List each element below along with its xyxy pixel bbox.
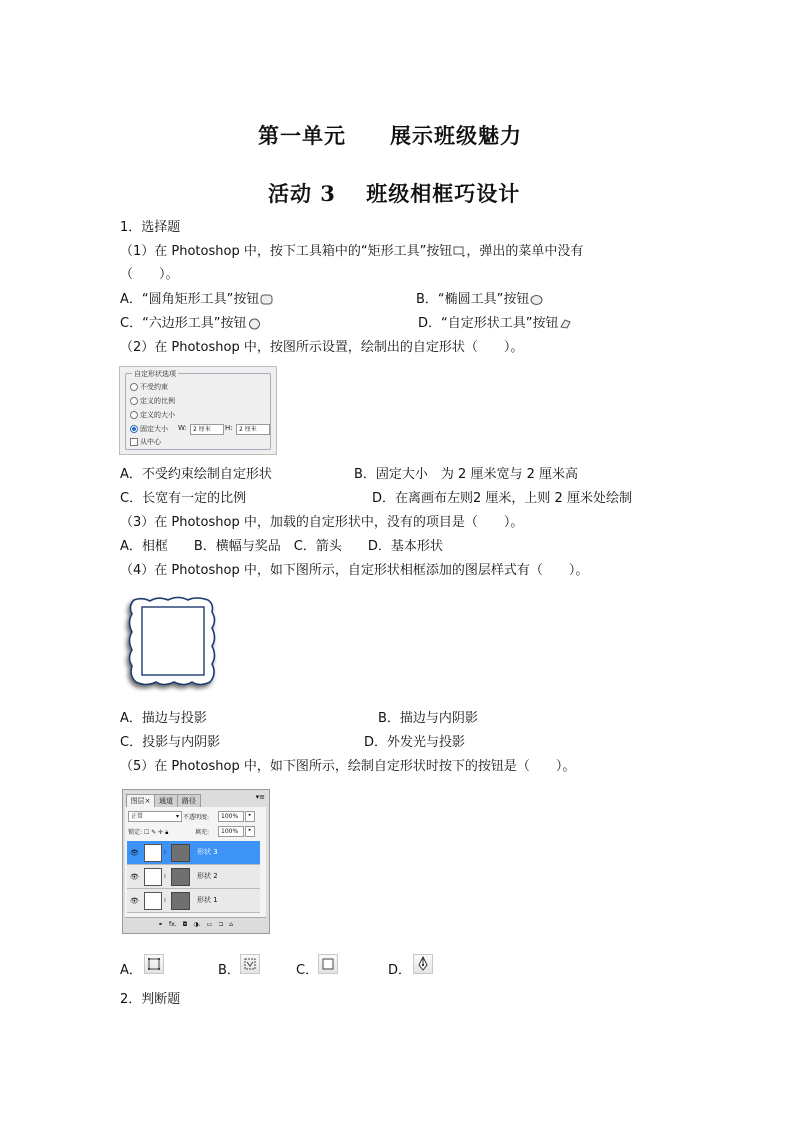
- height-field[interactable]: 2 厘米: [236, 424, 270, 435]
- q4-option-b: B．描边与内阴影: [378, 711, 478, 726]
- shape-layers-button[interactable]: [144, 954, 164, 974]
- layer-thumbnail: [144, 892, 162, 910]
- radio-fixed-size[interactable]: [130, 425, 138, 433]
- vector-mask-thumbnail: [171, 868, 190, 886]
- options-legend: 自定形状选项: [134, 370, 176, 378]
- layer-thumbnail: [144, 868, 162, 886]
- fill-pixels-icon: [319, 955, 337, 973]
- vector-mask-thumbnail: [171, 844, 190, 862]
- pen-tool-icon: [414, 955, 432, 973]
- q5-option-b-label: B．: [218, 963, 240, 978]
- layer-row[interactable]: [127, 841, 260, 865]
- layer-row[interactable]: [127, 889, 260, 913]
- rounded-rectangle-tool-icon: [260, 294, 273, 306]
- option-defined-proportion-label: 定义的比例: [140, 397, 175, 405]
- activity-title: 活动 3 班级相框巧设计: [268, 181, 521, 206]
- q1-stem-blank: （ ）。: [120, 267, 179, 282]
- tab-paths[interactable]: 路径: [177, 794, 201, 807]
- section-heading-choice: 1．选择题: [120, 220, 181, 235]
- q3-stem: （3）在 Photoshop 中，加载的自定形状中，没有的项目是（ ）。: [120, 515, 524, 530]
- q5-option-c-label: C．: [296, 963, 319, 978]
- option-defined-proportion[interactable]: [130, 396, 175, 406]
- option-unconstrained[interactable]: [130, 382, 168, 392]
- fill-label: 填充:: [195, 829, 210, 836]
- q1-option-a: [120, 291, 273, 309]
- q2-option-b: B．固定大小 为 2 厘米宽与 2 厘米高: [354, 467, 578, 482]
- fill-field[interactable]: 100%: [218, 826, 244, 837]
- q1-option-d: [418, 315, 572, 333]
- tab-close-icon[interactable]: ×: [144, 797, 151, 805]
- custom-shape-options-dialog: [119, 366, 277, 455]
- rectangle-tool-icon: [453, 246, 466, 258]
- q4-option-a: A．描边与投影: [120, 711, 207, 726]
- pen-tool-button[interactable]: [413, 954, 433, 974]
- layer-name: 形状 2: [197, 872, 218, 880]
- radio-defined-size[interactable]: [130, 411, 138, 419]
- height-label: H:: [225, 424, 233, 432]
- q4-option-c: C．投影与内阴影: [120, 735, 221, 750]
- option-from-center[interactable]: [130, 437, 161, 447]
- width-field[interactable]: 2 厘米: [190, 424, 224, 435]
- paths-icon: [241, 955, 259, 973]
- radio-unconstrained[interactable]: [130, 383, 138, 391]
- q1-stem-part-a: （1）在 Photoshop 中，按下工具箱中的“矩形工具”按钮: [120, 244, 453, 259]
- eye-icon[interactable]: 👁︎: [130, 897, 139, 905]
- ornate-frame-image: [122, 592, 222, 692]
- tab-layers-label: 图层: [130, 797, 145, 805]
- opacity-label: 不透明度:: [183, 814, 210, 821]
- q3-options: A．相框 B．横幅与奖品 C．箭头 D．基本形状: [120, 539, 443, 554]
- option-from-center-label: 从中心: [140, 438, 161, 446]
- opacity-field[interactable]: 100%: [218, 811, 244, 822]
- layers-panel-body: [125, 807, 266, 931]
- tab-channels[interactable]: 通道: [154, 794, 178, 807]
- q1-option-a-label: A．“圆角矩形工具”按钮: [120, 292, 260, 307]
- lock-icons[interactable]: ☐ ✎ ✛ 🔒︎: [143, 829, 169, 836]
- vector-mask-thumbnail: [171, 892, 190, 910]
- link-icon: ⁞: [164, 897, 166, 904]
- link-icon: ⁞: [164, 849, 166, 856]
- q4-option-d: D．外发光与投影: [364, 735, 466, 750]
- fill-arrow-icon[interactable]: ▸: [245, 826, 255, 837]
- ellipse-tool-icon: [530, 294, 543, 306]
- lock-row: [128, 827, 168, 837]
- option-unconstrained-label: 不受约束: [140, 383, 168, 391]
- q5-stem: （5）在 Photoshop 中，如下图所示，绘制自定形状时按下的按钮是（ ）。: [120, 759, 576, 774]
- option-fixed-size-label: 固定大小: [140, 425, 168, 433]
- checkbox-from-center[interactable]: [130, 438, 138, 446]
- option-fixed-size[interactable]: [130, 424, 168, 434]
- hexagon-tool-icon: [248, 318, 261, 330]
- layers-panel: [122, 789, 270, 934]
- frame-shape-illustration: [122, 592, 222, 692]
- radio-defined-proportion[interactable]: [130, 397, 138, 405]
- layer-name: 形状 3: [197, 848, 218, 856]
- q1-stem: [120, 243, 583, 261]
- q5-option-d-label: D．: [388, 963, 412, 978]
- q1-option-c-label: C．“六边形工具”按钮: [120, 316, 247, 331]
- q2-option-c: C．长宽有一定的比例: [120, 491, 247, 506]
- section-heading-judgement: 2．判断题: [120, 992, 181, 1007]
- option-defined-size-label: 定义的大小: [140, 411, 175, 419]
- shape-layers-icon: [145, 955, 163, 973]
- q4-stem: （4）在 Photoshop 中，如下图所示，自定形状相框添加的图层样式有（ ）。: [120, 563, 589, 578]
- eye-icon[interactable]: 👁︎: [130, 873, 139, 881]
- layer-thumbnail: [144, 844, 162, 862]
- panel-footer-toolbar[interactable]: ⚭ fx. ◘ ◑. ▭ ⊐ ⌂: [125, 917, 266, 931]
- custom-shape-tool-icon: [559, 318, 572, 330]
- layer-name: 形状 1: [197, 896, 218, 904]
- q2-stem: （2）在 Photoshop 中，按图所示设置，绘制出的自定形状（ ）。: [120, 340, 524, 355]
- lock-label: 锁定:: [128, 829, 143, 836]
- layer-row[interactable]: [127, 865, 260, 889]
- blend-mode-value: 正常: [131, 813, 144, 820]
- fill-pixels-button[interactable]: [318, 954, 338, 974]
- blend-mode-select[interactable]: [128, 811, 182, 822]
- q1-option-b-label: B．“椭圆工具”按钮: [416, 292, 530, 307]
- eye-icon[interactable]: 👁︎: [130, 849, 139, 857]
- width-label: W:: [178, 424, 187, 432]
- tab-layers[interactable]: [126, 794, 155, 807]
- q1-option-c: [120, 315, 261, 333]
- option-defined-size[interactable]: [130, 410, 175, 420]
- q2-option-a: A．不受约束绘制自定形状: [120, 467, 272, 482]
- q1-option-d-label: D．“自定形状工具”按钮: [418, 316, 559, 331]
- chevron-down-icon: ▾: [175, 813, 179, 820]
- q5-option-a-label: A．: [120, 963, 142, 978]
- unit-title: 第一单元 展示班级魅力: [258, 123, 522, 148]
- q1-option-b: [416, 291, 543, 309]
- panel-menu-icon[interactable]: ▾≡: [255, 793, 265, 801]
- paths-button[interactable]: [240, 954, 260, 974]
- link-icon: ⁞: [164, 873, 166, 880]
- opacity-arrow-icon[interactable]: ▸: [245, 811, 255, 822]
- q2-option-d: D．在离画布左则2 厘米，上则 2 厘米处绘制: [372, 491, 632, 506]
- q1-stem-part-b: ，弹出的菜单中没有: [466, 244, 584, 259]
